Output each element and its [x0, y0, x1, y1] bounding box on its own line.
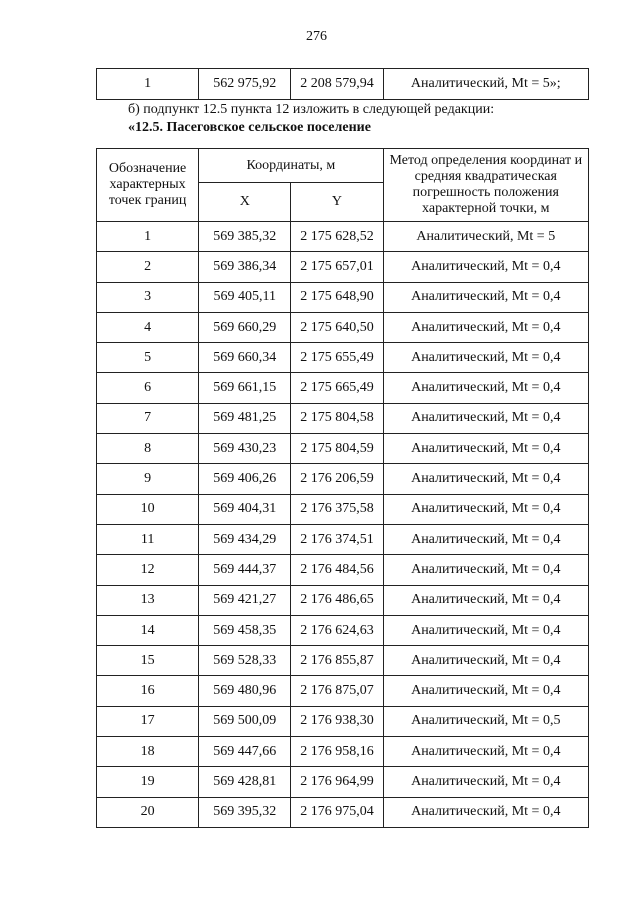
- table-row: [97, 494, 589, 524]
- x-cell: 569 458,35: [199, 615, 291, 645]
- table-row: [97, 524, 589, 554]
- point-cell: 17: [97, 706, 199, 736]
- y-cell: 2 176 624,63: [291, 615, 383, 645]
- x-cell: 569 660,29: [199, 312, 291, 342]
- y-cell: 2 176 855,87: [291, 646, 383, 676]
- y-cell: 2 176 375,58: [291, 494, 383, 524]
- point-cell: 9: [97, 464, 199, 494]
- method-cell: Аналитический, Mt = 0,4: [383, 403, 588, 433]
- point-cell: 19: [97, 767, 199, 797]
- method-cell: Аналитический, Mt = 0,4: [383, 555, 588, 585]
- y-cell: 2 175 648,90: [291, 282, 383, 312]
- point-cell: 12: [97, 555, 199, 585]
- point-cell: 5: [97, 343, 199, 373]
- table-row: [97, 252, 589, 282]
- method-cell: Аналитический, Mt = 0,4: [383, 252, 588, 282]
- method-cell: Аналитический, Mt = 0,4: [383, 464, 588, 494]
- table-row: [97, 797, 589, 827]
- y-cell: 2 175 804,59: [291, 434, 383, 464]
- method-cell: Аналитический, Mt = 0,4: [383, 585, 588, 615]
- method-cell: Аналитический, Mt = 0,4: [383, 646, 588, 676]
- y-cell: 2 176 486,65: [291, 585, 383, 615]
- point-cell: 13: [97, 585, 199, 615]
- header-point: Обозначение характерных точек границ: [97, 149, 199, 222]
- table-row: [97, 585, 589, 615]
- table-row: [97, 555, 589, 585]
- point-cell: 2: [97, 252, 199, 282]
- header-y: Y: [291, 183, 383, 222]
- point-cell: 1: [97, 69, 199, 100]
- x-cell: 569 406,26: [199, 464, 291, 494]
- point-cell: 3: [97, 282, 199, 312]
- y-cell: 2 175 804,58: [291, 403, 383, 433]
- table-row: [97, 464, 589, 494]
- table-row: [97, 343, 589, 373]
- table-row: [97, 403, 589, 433]
- x-cell: 569 661,15: [199, 373, 291, 403]
- x-cell: 569 428,81: [199, 767, 291, 797]
- point-cell: 18: [97, 737, 199, 767]
- method-cell: Аналитический, Mt = 0,4: [383, 343, 588, 373]
- table-row: [97, 434, 589, 464]
- header-x: X: [199, 183, 291, 222]
- method-cell: Аналитический, Mt = 0,4: [383, 524, 588, 554]
- y-cell: 2 176 374,51: [291, 524, 383, 554]
- method-cell: Аналитический, Mt = 0,4: [383, 434, 588, 464]
- x-cell: 569 404,31: [199, 494, 291, 524]
- point-cell: 11: [97, 524, 199, 554]
- x-cell: 569 405,11: [199, 282, 291, 312]
- method-cell: Аналитический, Mt = 0,4: [383, 615, 588, 645]
- point-cell: 10: [97, 494, 199, 524]
- point-cell: 1: [97, 222, 199, 252]
- y-cell: 2 176 964,99: [291, 767, 383, 797]
- x-cell: 569 421,27: [199, 585, 291, 615]
- section-title: «12.5. Пасеговское сельское поселение: [128, 120, 371, 135]
- table-row: [97, 706, 589, 736]
- table-row: [97, 737, 589, 767]
- y-cell: 2 175 665,49: [291, 373, 383, 403]
- subpoint-text: б) подпункт 12.5 пункта 12 изложить в следующей редакции:: [128, 102, 495, 117]
- method-cell: Аналитический, Mt = 0,4: [383, 282, 588, 312]
- x-cell: 569 528,33: [199, 646, 291, 676]
- table-row: [97, 69, 589, 100]
- method-cell: Аналитический, Mt = 5: [383, 222, 588, 252]
- method-cell: Аналитический, Mt = 0,4: [383, 373, 588, 403]
- method-cell: Аналитический, Mt = 0,4: [383, 767, 588, 797]
- x-cell: 569 434,29: [199, 524, 291, 554]
- method-cell: Аналитический, Mt = 0,4: [383, 676, 588, 706]
- table-row: [97, 312, 589, 342]
- table-row: [97, 282, 589, 312]
- page-number: 276: [306, 29, 327, 44]
- y-cell: 2 176 206,59: [291, 464, 383, 494]
- method-cell: Аналитический, Mt = 0,4: [383, 797, 588, 827]
- x-cell: 569 660,34: [199, 343, 291, 373]
- point-cell: 14: [97, 615, 199, 645]
- y-cell: 2 208 579,94: [291, 69, 383, 100]
- point-cell: 20: [97, 797, 199, 827]
- header-coords: Координаты, м: [199, 149, 383, 183]
- x-cell: 569 447,66: [199, 737, 291, 767]
- point-cell: 8: [97, 434, 199, 464]
- method-cell: Аналитический, Mt = 0,4: [383, 312, 588, 342]
- y-cell: 2 176 958,16: [291, 737, 383, 767]
- x-cell: 569 395,32: [199, 797, 291, 827]
- x-cell: 569 386,34: [199, 252, 291, 282]
- y-cell: 2 176 484,56: [291, 555, 383, 585]
- y-cell: 2 176 975,04: [291, 797, 383, 827]
- y-cell: 2 175 655,49: [291, 343, 383, 373]
- method-cell: Аналитический, Mt = 0,5: [383, 706, 588, 736]
- point-cell: 7: [97, 403, 199, 433]
- method-cell: Аналитический, Mt = 0,4: [383, 494, 588, 524]
- header-method: Метод определения координат и средняя квадратическая погрешность положения характерной точки, м: [383, 149, 588, 222]
- x-cell: 569 444,37: [199, 555, 291, 585]
- point-cell: 4: [97, 312, 199, 342]
- x-cell: 569 480,96: [199, 676, 291, 706]
- table-row: [97, 373, 589, 403]
- x-cell: 569 500,09: [199, 706, 291, 736]
- table-row: [97, 676, 589, 706]
- x-cell: 569 430,23: [199, 434, 291, 464]
- point-cell: 6: [97, 373, 199, 403]
- x-cell: 569 385,32: [199, 222, 291, 252]
- x-cell: 562 975,92: [199, 69, 291, 100]
- table-row: [97, 615, 589, 645]
- y-cell: 2 175 640,50: [291, 312, 383, 342]
- point-cell: 16: [97, 676, 199, 706]
- method-cell: Аналитический, Mt = 5»;: [383, 69, 588, 100]
- y-cell: 2 176 875,07: [291, 676, 383, 706]
- y-cell: 2 175 657,01: [291, 252, 383, 282]
- y-cell: 2 176 938,30: [291, 706, 383, 736]
- table-row: [97, 646, 589, 676]
- table-row: [97, 767, 589, 797]
- point-cell: 15: [97, 646, 199, 676]
- previous-table-fragment: [96, 68, 589, 100]
- method-cell: Аналитический, Mt = 0,4: [383, 737, 588, 767]
- x-cell: 569 481,25: [199, 403, 291, 433]
- y-cell: 2 175 628,52: [291, 222, 383, 252]
- table-row: [97, 222, 589, 252]
- coordinates-table: [96, 148, 589, 828]
